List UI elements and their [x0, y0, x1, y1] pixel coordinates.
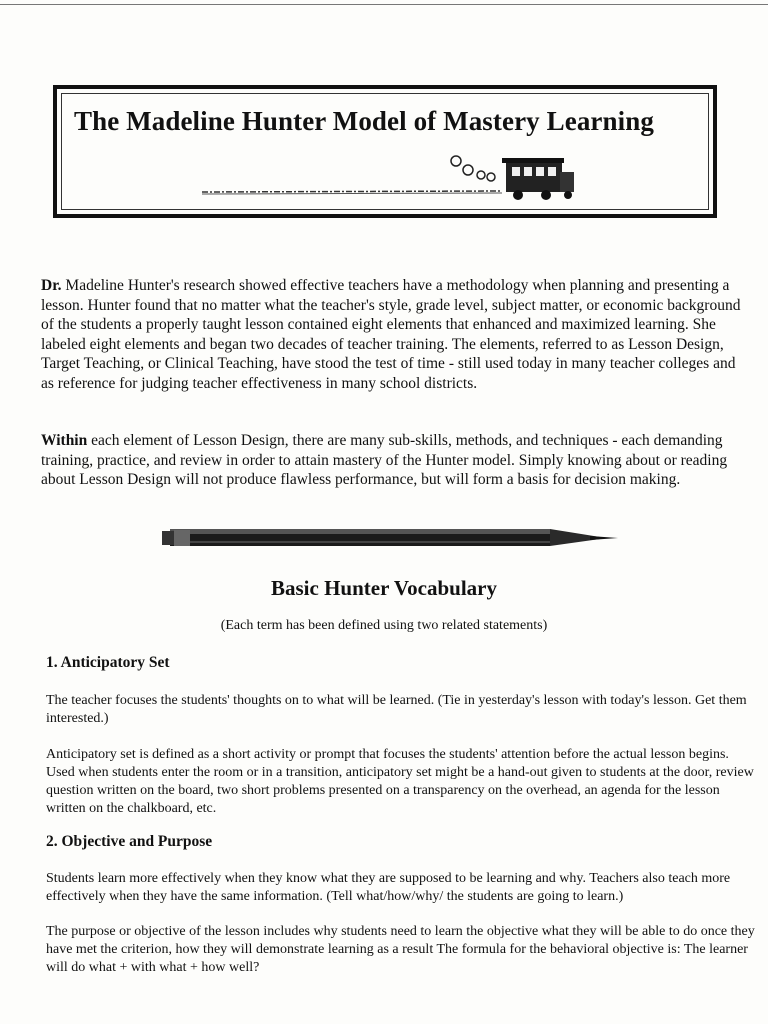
- intro-paragraph: [41, 276, 741, 393]
- vocabulary-heading: Basic Hunter Vocabulary: [271, 576, 497, 600]
- within-paragraph: [41, 431, 741, 490]
- title-frame: [53, 85, 717, 218]
- intro-text: Madeline Hunter's research showed effective teachers have a methodology when planning and presenting a lesson. Hunter found that no matter what the teacher's style, grade level, subject matter, or economic background of the students a properly taught lesson contained eight elements that enhanced and maximized learning. She labeled eight elements and began two decades of teacher training. The elements, referred to as Lesson Design, Target Teaching, or Clinical Teaching, have stood the test of time - still used today in many teacher colleges and as reference for judging teacher effectiveness in many school districts.: [41, 277, 741, 392]
- section-title: 1. Anticipatory Set: [46, 654, 170, 671]
- section-paragraph: Students learn more effectively when they know what they are supposed to be learning and why. Teachers also teach more effectively when they have the same information. (Tell what/how/why/ the students are going to learn.): [46, 871, 731, 904]
- train-engine-icon: [202, 152, 622, 202]
- section-title: 2. Objective and Purpose: [46, 833, 213, 850]
- title-frame-inner: [61, 93, 709, 210]
- within-lead: Within: [41, 432, 88, 449]
- section-paragraph: The purpose or objective of the lesson includes why students need to learn the objective what they will be able to do once they have met the criterion, how they will demonstrate learning as a result The formula for the behavioral objective is: The learner will do what + with what + how well?: [46, 924, 755, 975]
- pencil-divider-icon: [160, 523, 620, 553]
- section-paragraph: The teacher focuses the students' thoughts on to what will be learned. (Tie in yesterday's lesson with today's lesson. Get them interested.): [46, 693, 747, 726]
- page-title: The Madeline Hunter Model of Mastery Learning: [74, 106, 654, 136]
- intro-lead: Dr.: [41, 277, 62, 294]
- vocabulary-note: (Each term has been defined using two related statements): [220, 618, 548, 633]
- section-paragraph: Anticipatory set is defined as a short activity or prompt that focuses the students' attention before the actual lesson begins. Used when students enter the room or in a transition, anticipatory set might be a hand-out given to students at the door, review question written on the board, two short problems presented on a transparency on the overhead, an agenda for the lesson written on the chalkboard, etc.: [46, 747, 754, 816]
- within-text: each element of Lesson Design, there are many sub-skills, methods, and techniques - each demanding training, practice, and review in order to attain mastery of the Hunter model. Simply knowing about or reading about Lesson Design will not produce flawless performance, but will form a basis for decision making.: [41, 432, 728, 488]
- scan-top-edge: [0, 4, 768, 5]
